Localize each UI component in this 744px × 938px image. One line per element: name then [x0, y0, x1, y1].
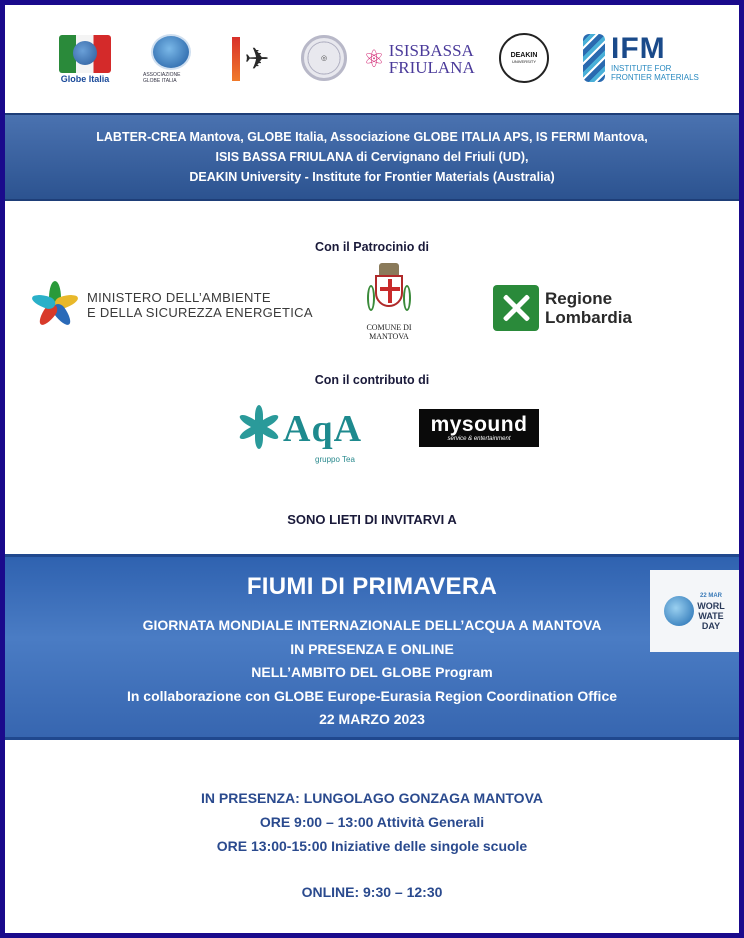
mantova-crest-icon [371, 261, 407, 315]
event-title: FIUMI DI PRIMAVERA [246, 573, 498, 600]
lombardia-line-2: Lombardia [545, 308, 632, 327]
aqa-name: AqA [283, 408, 363, 450]
organizers-line-2: ISIS BASSA FRIULANA di Cervignano del Friuli (UD), [215, 150, 529, 164]
event-line-2: IN PRESENZA E ONLINE [290, 641, 454, 657]
schedule-location: IN PRESENZA: LUNGOLAGO GONZAGA MANTOVA [201, 790, 543, 806]
comune-mantova-logo [359, 261, 419, 349]
aqa-flower-icon [237, 405, 281, 449]
regione-lombardia-logo [493, 283, 653, 333]
wwd-line-1: WORL [697, 601, 725, 611]
atom-icon: ⚛ [363, 45, 385, 73]
globe-italia-text: Globe Italia [60, 73, 110, 84]
invite-text: SONO LIETI DI INVITARVI A [287, 512, 457, 527]
deakin-university-text: UNIVERSITY [511, 59, 536, 64]
associazione-globe-logo [143, 33, 199, 85]
globe-italia-logo [57, 33, 113, 85]
comune-line-1: COMUNE DI [366, 323, 412, 332]
mysound-name: mysound [430, 412, 528, 436]
ifm-line-2: FRONTIER MATERIALS [611, 73, 699, 82]
earth-globe-icon [664, 596, 694, 626]
ministero-ambiente-logo [29, 279, 339, 331]
aqa-logo [237, 403, 373, 469]
ministero-star-icon [29, 279, 81, 331]
bassa-line-2: FRIULANA [388, 58, 475, 77]
fermi-seal-icon: ◎ [320, 55, 328, 62]
deakin-university-logo [499, 33, 549, 83]
event-line-4: In collaborazione con GLOBE Europe-Eurasia Region Coordination Office [126, 688, 618, 704]
wwd-line-3: DAY [701, 621, 721, 631]
organizers-line-1: LABTER-CREA Mantova, GLOBE Italia, Associazione GLOBE ITALIA APS, IS FERMI Mantova, [96, 130, 648, 144]
satellite-icon: ✈ [244, 42, 270, 76]
world-water-day-logo [650, 570, 739, 652]
ifm-logo [583, 31, 707, 85]
deakin-name: DEAKIN [510, 52, 538, 59]
dna-helix-icon [583, 34, 605, 82]
wwd-line-2: WATE [698, 611, 724, 621]
ministero-line-1: MINISTERO DELL’AMBIENTE [87, 290, 271, 305]
organizers-line-3: DEAKIN University - Institute for Frontier Materials (Australia) [189, 170, 555, 184]
invitation-page [5, 5, 739, 933]
event-band [5, 554, 739, 740]
contribution-label: Con il contributo di [314, 373, 430, 387]
isis-bassa-friulana-logo [363, 37, 475, 81]
patronage-label: Con il Patrocinio di [315, 240, 429, 254]
italian-flag-globe-icon [59, 35, 111, 73]
organizers-band [5, 113, 739, 201]
is-fermi-logo [301, 35, 347, 81]
ifm-line-1: INSTITUTE FOR [611, 64, 672, 73]
partner-logos [5, 25, 739, 95]
labter-bar-icon [232, 37, 240, 81]
ministero-line-2: E DELLA SICUREZZA ENERGETICA [87, 305, 313, 320]
event-line-1: GIORNATA MONDIALE INTERNAZIONALE DELL’ACQUA A MANTOVA [142, 617, 602, 633]
aqa-subtitle: gruppo Tea [315, 455, 355, 464]
lombardia-rose-icon [493, 285, 539, 331]
wwd-date: 22 MAR [699, 593, 722, 599]
schedule-afternoon: ORE 13:00-15:00 Iniziative delle singole scuole [216, 838, 528, 854]
ifm-acronym: IFM [611, 32, 666, 65]
globe-icon [151, 34, 191, 70]
associazione-text: ASSOCIAZIONE GLOBE ITALIA [143, 72, 181, 84]
comune-line-2: MANTOVA [369, 332, 409, 341]
schedule-online: ONLINE: 9:30 – 12:30 [301, 884, 443, 900]
bassa-line-1: ISISBASSA [388, 41, 474, 60]
event-line-3: NELL’AMBITO DEL GLOBE Program [251, 664, 493, 680]
mysound-logo [419, 409, 539, 447]
mysound-subtitle: service & entertainment [447, 435, 511, 442]
lombardia-line-1: Regione [545, 289, 613, 308]
labter-crea-logo [223, 35, 279, 83]
event-date: 22 MARZO 2023 [319, 711, 425, 727]
schedule-morning: ORE 9:00 – 13:00 Attività Generali [259, 814, 485, 830]
